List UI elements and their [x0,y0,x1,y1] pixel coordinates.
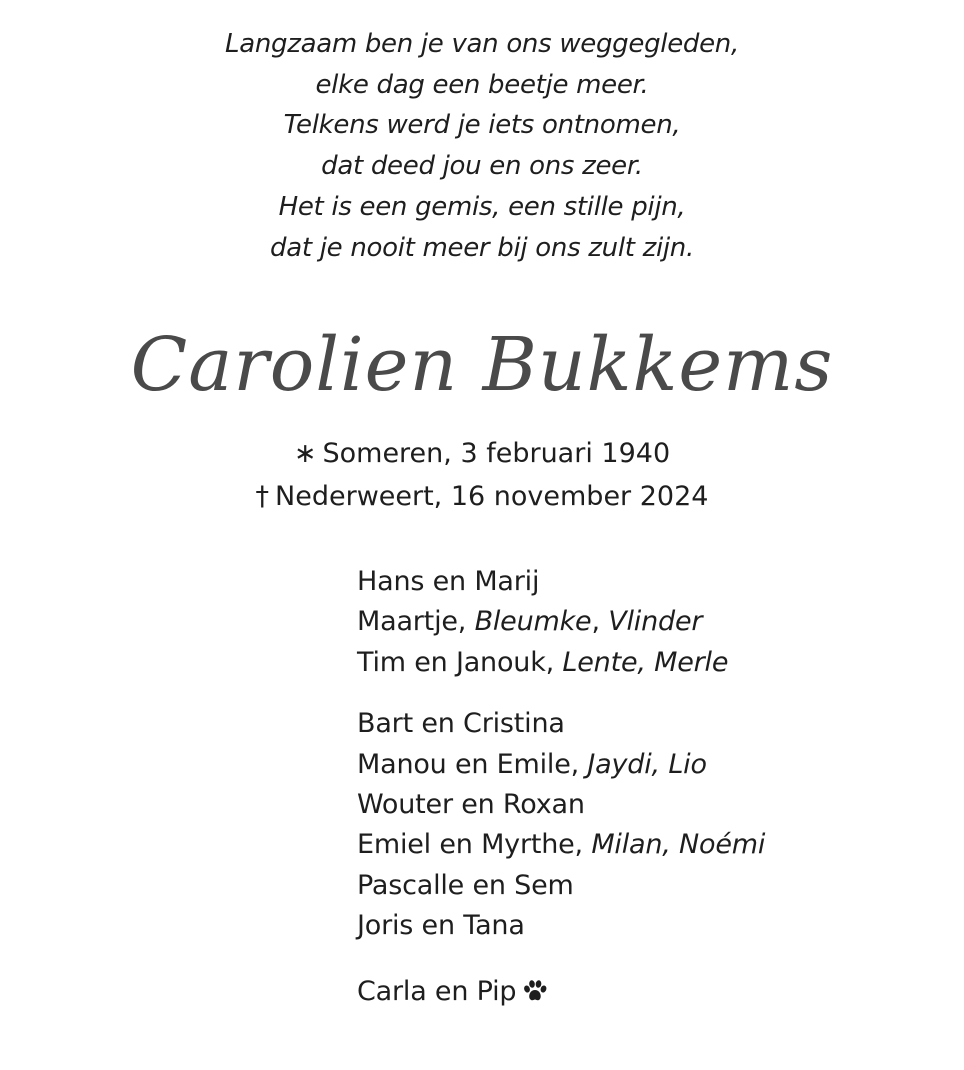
family-row [357,643,765,683]
grandchild-names: Lente, Merle [562,646,729,678]
poem-line: Het is een gemis, een stille pijn, [278,191,686,222]
death-text: Nederweert, 16 november 2024 [275,481,709,512]
grandchild-name: Bleumke [474,606,592,638]
life-dates [0,432,964,518]
poem-line: dat deed jou en ons zeer. [321,151,643,182]
family-names: Maartje, [357,606,475,638]
separator: , [591,606,609,638]
family-row [357,972,765,1012]
family-row [357,602,765,642]
family-row [357,825,765,865]
paw-icon [522,975,548,1015]
poem-line: elke dag een beetje meer. [315,69,649,100]
poem [0,24,964,268]
death-cross-icon: † [255,481,270,512]
grandchild-names: Jaydi, Lio [587,748,707,780]
family-names: Manou en Emile, [357,748,588,780]
birth-text: Someren, 3 februari 1940 [322,438,671,469]
family-list [357,562,765,1033]
grandchild-names: Milan, Noémi [591,829,766,861]
grandchild-name: Vlinder [608,606,703,638]
family-names: Carla en Pip [357,975,517,1007]
family-group [357,972,765,1012]
birth-star-icon: ∗ [293,438,317,469]
family-group [357,562,765,683]
poem-line: dat je nooit meer bij ons zult zijn. [270,232,694,263]
family-row: Joris en Tana [357,910,525,942]
family-row: Wouter en Roxan [357,788,585,820]
family-row [357,745,765,785]
family-names: Tim en Janouk, [357,646,563,678]
family-row: Bart en Cristina [357,708,565,740]
family-row: Pascalle en Sem [357,869,574,901]
birth-line [0,432,964,475]
poem-line: Telkens werd je iets ontnomen, [283,110,681,141]
death-line [0,475,964,518]
poem-line: Langzaam ben je van ons weggegleden, [225,29,739,59]
family-row: Hans en Marij [357,566,540,597]
family-group [357,704,765,946]
family-names: Emiel en Myrthe, [357,829,592,861]
deceased-name: Carolien Bukkems [130,322,834,408]
